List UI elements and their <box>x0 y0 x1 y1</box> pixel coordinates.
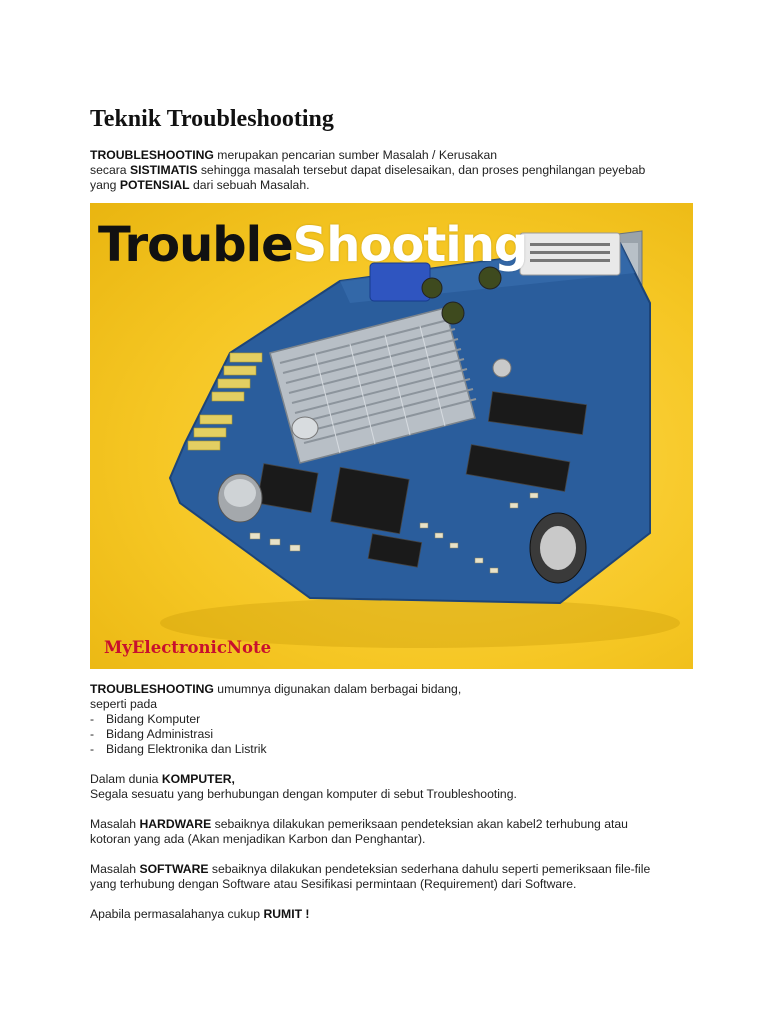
list-item-label: Bidang Administrasi <box>106 727 214 741</box>
software-term: SOFTWARE <box>139 862 209 876</box>
hardware-text-1: Masalah <box>90 817 140 831</box>
closing-term: RUMIT ! <box>263 907 310 921</box>
closing-paragraph <box>90 907 700 922</box>
list-item <box>90 727 700 742</box>
intro-text-1: merupakan pencarian sumber Masalah / Kerusakan <box>213 148 498 162</box>
intro-paragraph <box>90 148 700 193</box>
hardware-text-2: sebaiknya dilakukan pemeriksaan pendeteksian akan kabel2 terhubung atau <box>211 817 628 831</box>
photo-watermark: MyElectronicNote <box>104 638 272 657</box>
list-item-label: Bidang Elektronika dan Listrik <box>106 742 267 756</box>
hardware-text-3: kotoran yang ada (Akan menjadikan Karbon dan Penghantar). <box>90 832 426 846</box>
intro-text-2a: secara <box>90 163 130 177</box>
intro-term-sistimatis: SISTIMATIS <box>129 163 198 177</box>
fields-text-1: umumnya digunakan dalam berbagai bidang, <box>213 682 462 696</box>
intro-term-troubleshooting: TROUBLESHOOTING <box>90 148 214 162</box>
software-text-1: Masalah <box>90 862 140 876</box>
list-item-label: Bidang Komputer <box>106 712 201 726</box>
hardware-paragraph <box>90 817 700 847</box>
photo-title <box>98 215 527 275</box>
computer-text-2: Segala sesuatu yang berhubungan dengan komputer di sebut Troubleshooting. <box>90 787 517 801</box>
intro-text-3a: yang <box>90 178 120 192</box>
computer-term: KOMPUTER, <box>161 772 235 786</box>
software-text-3: yang terhubung dengan Software atau Sesifikasi permintaan (Requirement) dari Software. <box>90 877 577 891</box>
fields-text-2: seperti pada <box>90 697 158 711</box>
list-item <box>90 742 700 757</box>
intro-term-potensial: POTENSIAL <box>119 178 190 192</box>
photo-title-part2: Shooting <box>292 217 528 273</box>
document-page <box>90 104 700 922</box>
closing-text: Apabila permasalahanya cukup <box>90 907 264 921</box>
fields-paragraph <box>90 682 700 712</box>
list-item-marker: - <box>90 742 95 756</box>
computer-text-1: Dalam dunia <box>90 772 162 786</box>
list-item-marker: - <box>90 712 95 726</box>
graphics-card-photo <box>90 203 693 669</box>
photo-title-part1: Trouble <box>98 217 293 273</box>
list-item-marker: - <box>90 727 95 741</box>
software-text-2: sebaiknya dilakukan pendeteksian sederhana dahulu seperti pemeriksaan file-file <box>208 862 651 876</box>
intro-text-2b: sehingga masalah tersebut dapat diselesaikan, dan proses penghilangan peyebab <box>197 163 646 177</box>
hardware-term: HARDWARE <box>139 817 212 831</box>
page-title: Teknik Troubleshooting <box>90 106 334 132</box>
fields-term-troubleshooting: TROUBLESHOOTING <box>90 682 214 696</box>
software-paragraph <box>90 862 700 892</box>
fields-list <box>90 712 700 757</box>
computer-paragraph <box>90 772 700 802</box>
intro-text-3b: dari sebuah Masalah. <box>189 178 310 192</box>
list-item <box>90 712 700 727</box>
